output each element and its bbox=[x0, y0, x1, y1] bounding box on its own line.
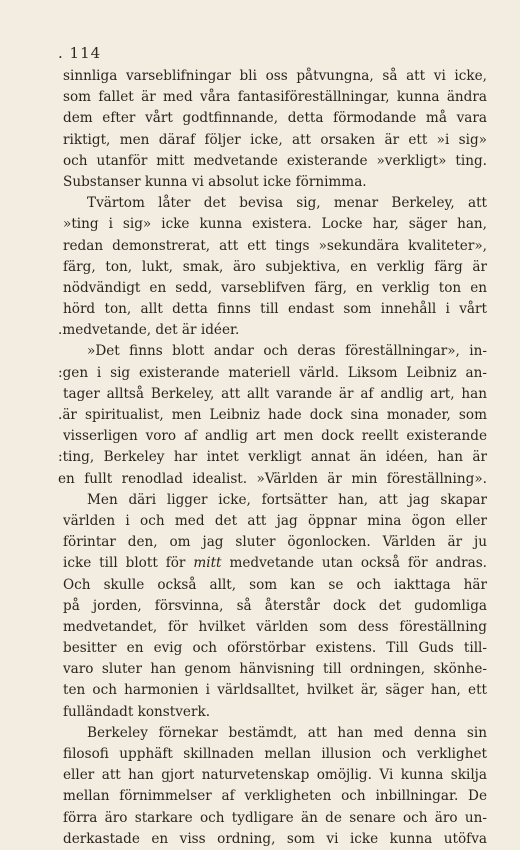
text-line: världen i och med det att jag öppnar mina ögon eller bbox=[63, 512, 487, 529]
text-line: förra äro starkare och tydligare än de senare och äro un- bbox=[63, 809, 487, 826]
text-line: visserligen voro af andlig art men dock reellt existerande bbox=[63, 428, 487, 445]
text-line: dem efter vårt godtfinnande, detta förmodande må vara bbox=[63, 110, 487, 127]
text-line: eller att han gjort naturvetenskap omöjlig. Vi kunna skilja bbox=[63, 767, 487, 784]
text-line: Tvärtom låter det bevisa sig, menar Berkeley, att bbox=[87, 195, 487, 212]
text-line: fulländadt konstverk. bbox=[63, 703, 211, 720]
text-line: Berkeley förnekar bestämdt, att han med denna sin bbox=[87, 724, 487, 741]
body-text bbox=[58, 66, 487, 850]
page-number: . 114 bbox=[58, 44, 102, 62]
text-line: på jorden, försvinna, så återstår dock det gudomliga bbox=[63, 597, 487, 614]
text-line: en fullt renodlad idealist. »Världen är min föreställning». bbox=[58, 470, 487, 487]
text-line: Men däri ligger icke, fortsätter han, att jag skapar bbox=[87, 491, 487, 508]
text-line: :ting, Berkeley har intet verkligt annat än idéen, han är bbox=[58, 449, 487, 466]
text-line: som fallet är med våra fantasiföreställningar, kunna ändra bbox=[63, 89, 487, 106]
text-line: »ting i sig» icke kunna existera. Locke har, säger han, bbox=[63, 216, 487, 233]
text-line: varo sluter han genom hänvisning till ordningen, skönhe- bbox=[63, 661, 487, 678]
text-line: filosofi upphäft skillnaden mellan illusion och verklighet bbox=[63, 746, 487, 762]
text-line: besitter en evig och oförstörbar existens. Till Guds till- bbox=[63, 640, 487, 657]
text-line: .är spiritualist, men Leibniz hade dock sina monader, som bbox=[58, 407, 487, 423]
text-line: redan demonstrerat, att ett tings »sekundära kvaliteter», bbox=[63, 237, 487, 254]
text-line: medvetandet, för hvilket världen som dess föreställning bbox=[63, 618, 487, 635]
text-line: färg, ton, lukt, smak, äro subjektiva, en verklig färg är bbox=[63, 258, 487, 275]
text-line: .medvetande, det är idéer. bbox=[58, 322, 240, 339]
text-line: Substanser kunna vi absolut icke förnimma. bbox=[63, 173, 367, 190]
text-line: Och skulle också allt, som kan se och iakttaga här bbox=[63, 576, 487, 593]
text-line: derkastade en viss ordning, som vi icke kunna utöfva bbox=[63, 830, 487, 847]
text-line: hörd ton, allt detta finns till endast som innehåll i vårt bbox=[63, 301, 487, 318]
text-line: och utanför mitt medvetande existerande »verkligt» ting. bbox=[63, 152, 487, 169]
text-line: »Det finns blott andar och deras föreställningar», in- bbox=[87, 343, 487, 360]
text-line: ten och harmonien i världsalltet, hvilket är, säger han, ett bbox=[63, 682, 487, 699]
text-line: tager alltså Berkeley, att allt varande är af andlig art, han bbox=[63, 385, 487, 402]
text-line: förintar den, om jag sluter ögonlocken. Världen är ju bbox=[63, 534, 487, 551]
text-line: riktigt, men däraf följer icke, att orsaken är ett »i sig» bbox=[63, 131, 487, 148]
text-line: sinnliga varseblifningar bli oss påtvungna, så att vi icke, bbox=[63, 68, 487, 84]
text-line: nödvändigt en sedd, varseblifven färg, en verklig ton en bbox=[63, 279, 487, 296]
text-line: :gen i sig existerande materiell värld. Liksom Leibniz an- bbox=[58, 364, 487, 381]
text-line: mellan förnimmelser af verkligheten och inbillningar. De bbox=[63, 788, 487, 805]
text-line: icke till blott för mitt medvetande utan också för andras. bbox=[63, 555, 487, 572]
